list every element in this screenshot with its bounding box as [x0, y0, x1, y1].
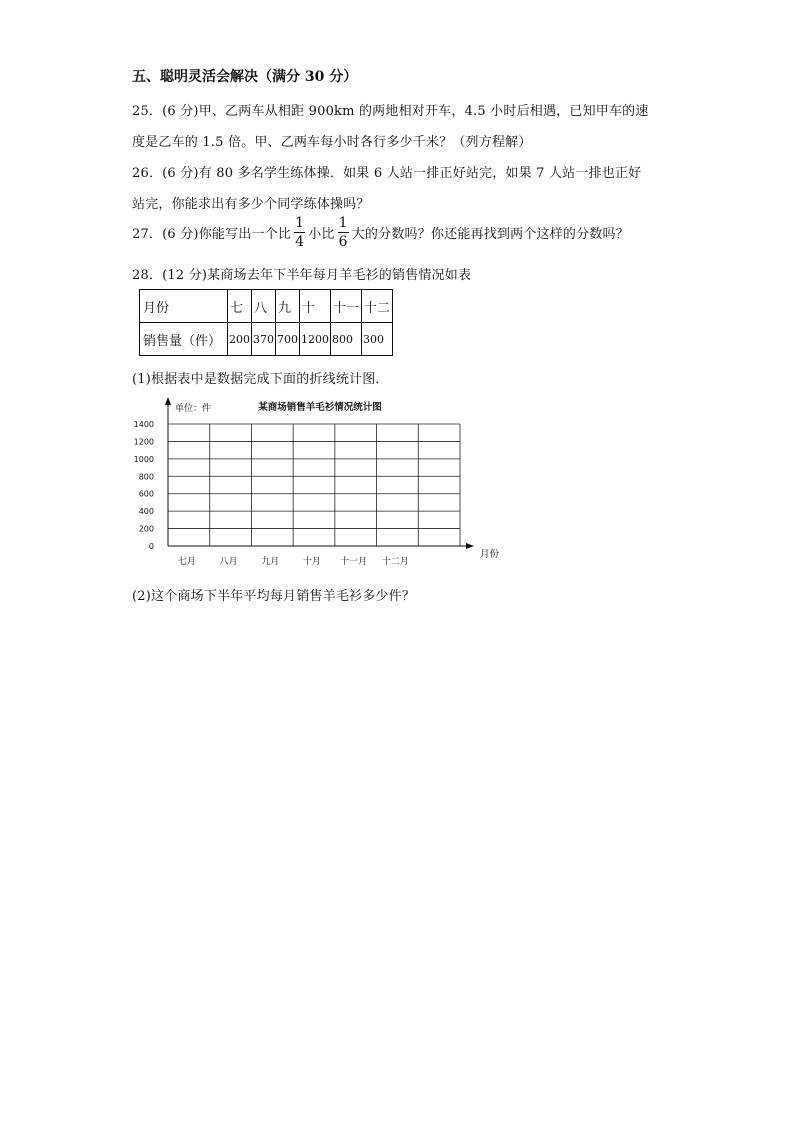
y-tick-label: 1400 — [133, 420, 154, 429]
table-cell-month: 八 — [252, 290, 276, 323]
chart-grid — [168, 424, 460, 546]
table-cell-value: 700 — [276, 323, 300, 356]
fraction-2-denominator: 6 — [338, 234, 348, 250]
chart-unit-label: 单位：件 — [175, 404, 212, 414]
fraction-1-numerator: 1 — [295, 215, 305, 231]
question-27-middle: 小比 — [308, 227, 335, 242]
table-cell-value: 300 — [362, 323, 393, 356]
section-title: 五、聪明灵活会解决（满分 30 分） — [132, 69, 358, 85]
question-28-sub-1: (1)根据表中是数据完成下面的折线统计图． — [132, 372, 389, 387]
y-tick-label: 600 — [138, 489, 154, 499]
fraction-one-sixth — [338, 216, 349, 249]
x-tick-label: 八月 — [219, 557, 238, 567]
table-cell-value: 1200 — [300, 323, 331, 356]
table-row-label: 销售量（件） — [140, 323, 228, 356]
table-cell-value: 370 — [252, 323, 276, 356]
question-27-prefix: 27．(6 分)你能写出一个比 — [132, 227, 292, 242]
x-tick-label: 十月 — [302, 557, 321, 567]
table-cell-month: 十二 — [362, 290, 393, 323]
table-header-label: 月份 — [140, 290, 228, 323]
chart-axes — [165, 397, 474, 549]
table-row-months — [140, 290, 393, 323]
table-cell-month: 九 — [276, 290, 300, 323]
x-axis-label: 月份 — [480, 549, 500, 560]
y-tick-label: 0 — [148, 542, 154, 551]
table-cell-month: 十 — [300, 290, 331, 323]
y-tick-label: 200 — [138, 524, 154, 534]
x-tick-label: 十一月 — [340, 557, 368, 567]
x-tick-label: 十二月 — [381, 557, 409, 567]
fraction-1-denominator: 4 — [295, 234, 305, 250]
y-tick-label: 1000 — [133, 454, 154, 464]
table-row-sales — [140, 323, 393, 356]
table-cell-month: 七 — [228, 290, 252, 323]
fraction-2-numerator: 1 — [338, 215, 348, 231]
chart-title: 某商场销售羊毛衫情况统计图 — [258, 402, 382, 413]
y-axis-arrow-icon — [165, 397, 171, 405]
y-tick-label: 1200 — [133, 437, 154, 447]
y-tick-label: 800 — [138, 472, 154, 482]
x-axis-arrow-icon — [466, 543, 474, 549]
table-cell-value: 800 — [331, 323, 362, 356]
table-cell-month: 十一 — [331, 290, 362, 323]
y-tick-label: 400 — [138, 507, 154, 517]
question-27-suffix: 大的分数吗？你还能再找到两个这样的分数吗？ — [351, 227, 629, 242]
x-tick-label: 九月 — [261, 557, 280, 567]
question-25-line-2: 度是乙车的 1.5 倍。甲、乙两车每小时各行多少千米？（列方程解） — [132, 135, 532, 150]
x-tick-label: 七月 — [177, 557, 196, 567]
question-28-sub-2: (2)这个商场下半年平均每月销售羊毛衫多少件？ — [132, 589, 416, 604]
sales-table — [139, 289, 393, 356]
question-25-line-1: 25．(6 分)甲、乙两车从相距 900km 的两地相对开车，4.5 小时后相遇，已知甲车的速 — [132, 104, 649, 119]
table-cell-value: 200 — [228, 323, 252, 356]
line-chart-grid — [120, 392, 510, 572]
question-27 — [132, 216, 629, 249]
fraction-one-quarter — [294, 216, 305, 249]
question-26-line-1: 26．(6 分)有 80 多名学生练体操．如果 6 人站一排正好站完，如果 7 人站一排也正好 — [132, 166, 642, 181]
question-28-intro: 28．(12 分)某商场去年下半年每月羊毛衫的销售情况如表 — [132, 268, 472, 283]
question-26-line-2: 站完，你能求出有多少个同学练体操吗？ — [132, 197, 370, 212]
